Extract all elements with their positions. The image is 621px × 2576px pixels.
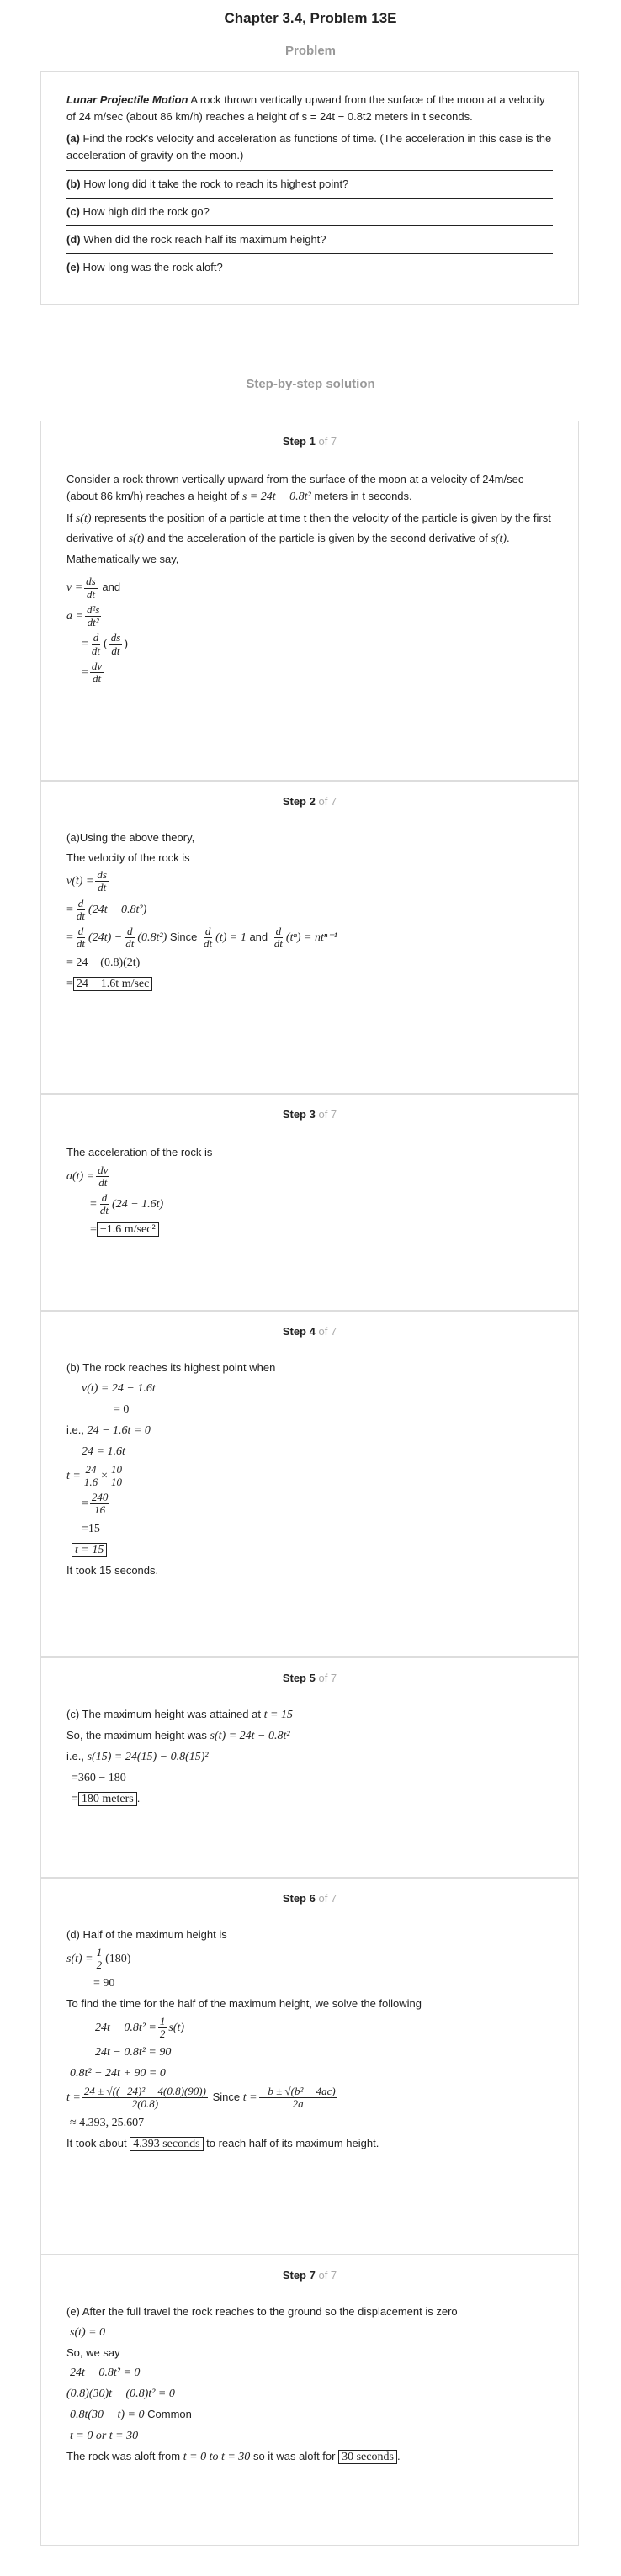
step-6-eq-5: 0.8t² − 24t + 90 = 0	[70, 2067, 166, 2080]
problem-part-d: (d) When did the rock reach half its maximum height?	[66, 232, 326, 246]
step-2-text-2: The velocity of the rock is	[66, 851, 190, 864]
step-7-text: (e) After the full travel the rock reaches to the ground so the displacement is zero	[66, 2305, 458, 2318]
step-4-answer: t = 15	[66, 1541, 553, 1559]
step-3-eq-1: a(t) = $\frac{dv}{dt}$	[66, 1163, 109, 1189]
step-2-eq-3: = $\frac{d}{dt}$ (24t) − $\frac{d}{dt}$ (0.8t²) Since $\frac{d}{dt}$ (t) = 1 and $\frac{d}{dt}$ (tⁿ) = ntⁿ⁻¹	[66, 925, 337, 951]
step-4-title: Step 4 of 7	[282, 1325, 337, 1338]
step-6-title: Step 6 of 7	[282, 1892, 337, 1905]
step-7-eq-4: 0.8t(30 − t) = 0 Common	[70, 2408, 192, 2421]
step-4-eq-3: i.e., 24 − 1.6t = 0	[66, 1423, 151, 1437]
step-3-box	[40, 1094, 579, 1311]
step-2-eq-2: = $\frac{d}{dt}$ (24t − 0.8t²)	[66, 896, 147, 922]
step-7-eq-5: t = 0 or t = 30	[70, 2430, 139, 2442]
step-5-box	[40, 1657, 579, 1878]
step-1-accel-3: = $\frac{dv}{dt}$	[82, 660, 103, 686]
step-4-conclusion: It took 15 seconds.	[66, 1563, 159, 1577]
step-4-box	[40, 1311, 579, 1657]
step-5-text: (c) The maximum height was attained at t = 15	[66, 1708, 293, 1721]
step-2-eq-1: v(t) = $\frac{ds}{dt}$	[66, 868, 107, 894]
step-1-intro: Consider a rock thrown vertically upward from the surface of the moon at a velocity of 24m/sec (about 86 km/h) reaches a height of s = 24t − 0.8t² meters in t seconds.	[66, 473, 524, 503]
step-3-title: Step 3 of 7	[282, 1108, 337, 1121]
step-4-eq-1: v(t) = 24 − 1.6t	[82, 1381, 156, 1395]
step-4-eq-4: 24 = 1.6t	[82, 1444, 125, 1458]
step-7-title: Step 7 of 7	[282, 2269, 337, 2282]
step-5-title: Step 5 of 7	[282, 1672, 337, 1684]
step-3-eq-2: = $\frac{d}{dt}$ (24 − 1.6t)	[90, 1191, 164, 1217]
problem-heading: Problem	[284, 44, 336, 58]
problem-box	[40, 71, 579, 305]
problem-part-e: (e) How long was the rock aloft?	[66, 260, 223, 273]
step-6-eq-3: 24t − 0.8t² = $\frac{1}{2}$ s(t)	[95, 2014, 185, 2040]
step-2-box	[40, 781, 579, 1094]
step-6-text: (d) Half of the maximum height is	[66, 1928, 227, 1941]
step-5-eq-2: =360 − 180	[72, 1772, 126, 1784]
step-6-text-2: To find the time for the half of the maximum height, we solve the following	[66, 1997, 422, 2011]
step-2-eq-4: = 24 − (0.8)(2t)	[66, 956, 141, 969]
step-6-box	[40, 1878, 579, 2255]
step-2-answer: = 24 − 1.6t m/sec	[66, 975, 553, 993]
step-5-eq-1: i.e., s(15) = 24(15) − 0.8(15)²	[66, 1750, 209, 1763]
step-1-accel-def: a = $\frac{\text{d²s}}{\text{dt²}}$	[66, 602, 100, 629]
step-7-eq-2: 24t − 0.8t² = 0	[70, 2367, 141, 2379]
problem-part-b: (b) How long did it take the rock to reach its highest point?	[66, 177, 349, 190]
step-7-eq-1: s(t) = 0	[70, 2325, 106, 2339]
step-6-eq-4: 24t − 0.8t² = 90	[95, 2046, 172, 2059]
problem-text: A rock thrown vertically upward from the surface of the moon at a velocity of 24 m/sec (about 86 km/h) reaches a height of s = 24t − 0.8t2 meters in t seconds.	[66, 93, 545, 124]
page-title: Chapter 3.4, Problem 13E	[224, 10, 397, 26]
step-4-eq-2: = 0	[114, 1402, 130, 1416]
step-6-eq-7: ≈ 4.393, 25.607	[70, 2116, 145, 2129]
step-2-text: (a)Using the above theory,	[66, 831, 195, 844]
problem-part-a: (a) Find the rock's velocity and acceleration as functions of time. (The acceleration in this case is the acceleration of gravity on the moon.)	[66, 132, 552, 162]
step-7-text-2: So, we say	[66, 2345, 120, 2359]
step-1-title: Step 1 of 7	[282, 435, 337, 448]
step-7-answer: The rock was aloft from t = 0 to t = 30 so it was aloft for 30 seconds .	[66, 2450, 401, 2463]
step-6-eq-1: s(t) = $\frac{1}{2}$ (180)	[66, 1945, 131, 1971]
step-1-accel-2: = $\frac{d}{dt}$ ( $\frac{ds}{dt}$ )	[82, 631, 128, 657]
step-6-eq-6: t = $\frac{\text{24 ± √((−24)² − 4(0.8)(90))}}{2(0.8)}$ Since t = $\frac{\text{−b ± √(b² − 4ac)}}{2a}$	[66, 2085, 336, 2111]
step-7-box	[40, 2255, 579, 2546]
step-4-eq-6: = $\frac{240}{16}$	[82, 1491, 109, 1517]
step-4-eq-5: t = $\frac{24}{1.6}$ × $\frac{10}{10}$	[66, 1462, 122, 1488]
problem-statement	[66, 92, 553, 125]
step-4-text: (b) The rock reaches its highest point when	[66, 1361, 276, 1374]
problem-part-c: (c) How high did the rock go?	[66, 204, 210, 218]
step-6-answer: It took about 4.393 seconds to reach half of its maximum height.	[66, 2136, 380, 2150]
step-1-velocity-def: v = $\frac{ds}{dt}$ and	[66, 575, 121, 601]
step-7-eq-3: (0.8)(30)t − (0.8)t² = 0	[66, 2388, 175, 2400]
step-1-theory: If s(t) represents the position of a particle at time t then the velocity of the particle is given by the first derivative of s(t) and the acceleration of the particle is given by the second derivative of s(t). Mathematically we say,	[66, 511, 551, 565]
step-5-answer: = 180 meters .	[72, 1792, 141, 1805]
step-4-eq-7: =15	[82, 1522, 100, 1535]
step-6-eq-2: = 90	[93, 1977, 115, 1990]
solution-heading: Step-by-step solution	[246, 377, 375, 391]
step-3-text: The acceleration of the rock is	[66, 1146, 213, 1158]
step-3-answer: = −1.6 m/sec²	[66, 1221, 553, 1238]
step-2-title: Step 2 of 7	[282, 795, 337, 808]
problem-lead: Lunar Projectile Motion	[66, 93, 188, 106]
step-1-box	[40, 421, 579, 781]
step-5-text-2: So, the maximum height was s(t) = 24t − 0.8t²	[66, 1729, 290, 1742]
